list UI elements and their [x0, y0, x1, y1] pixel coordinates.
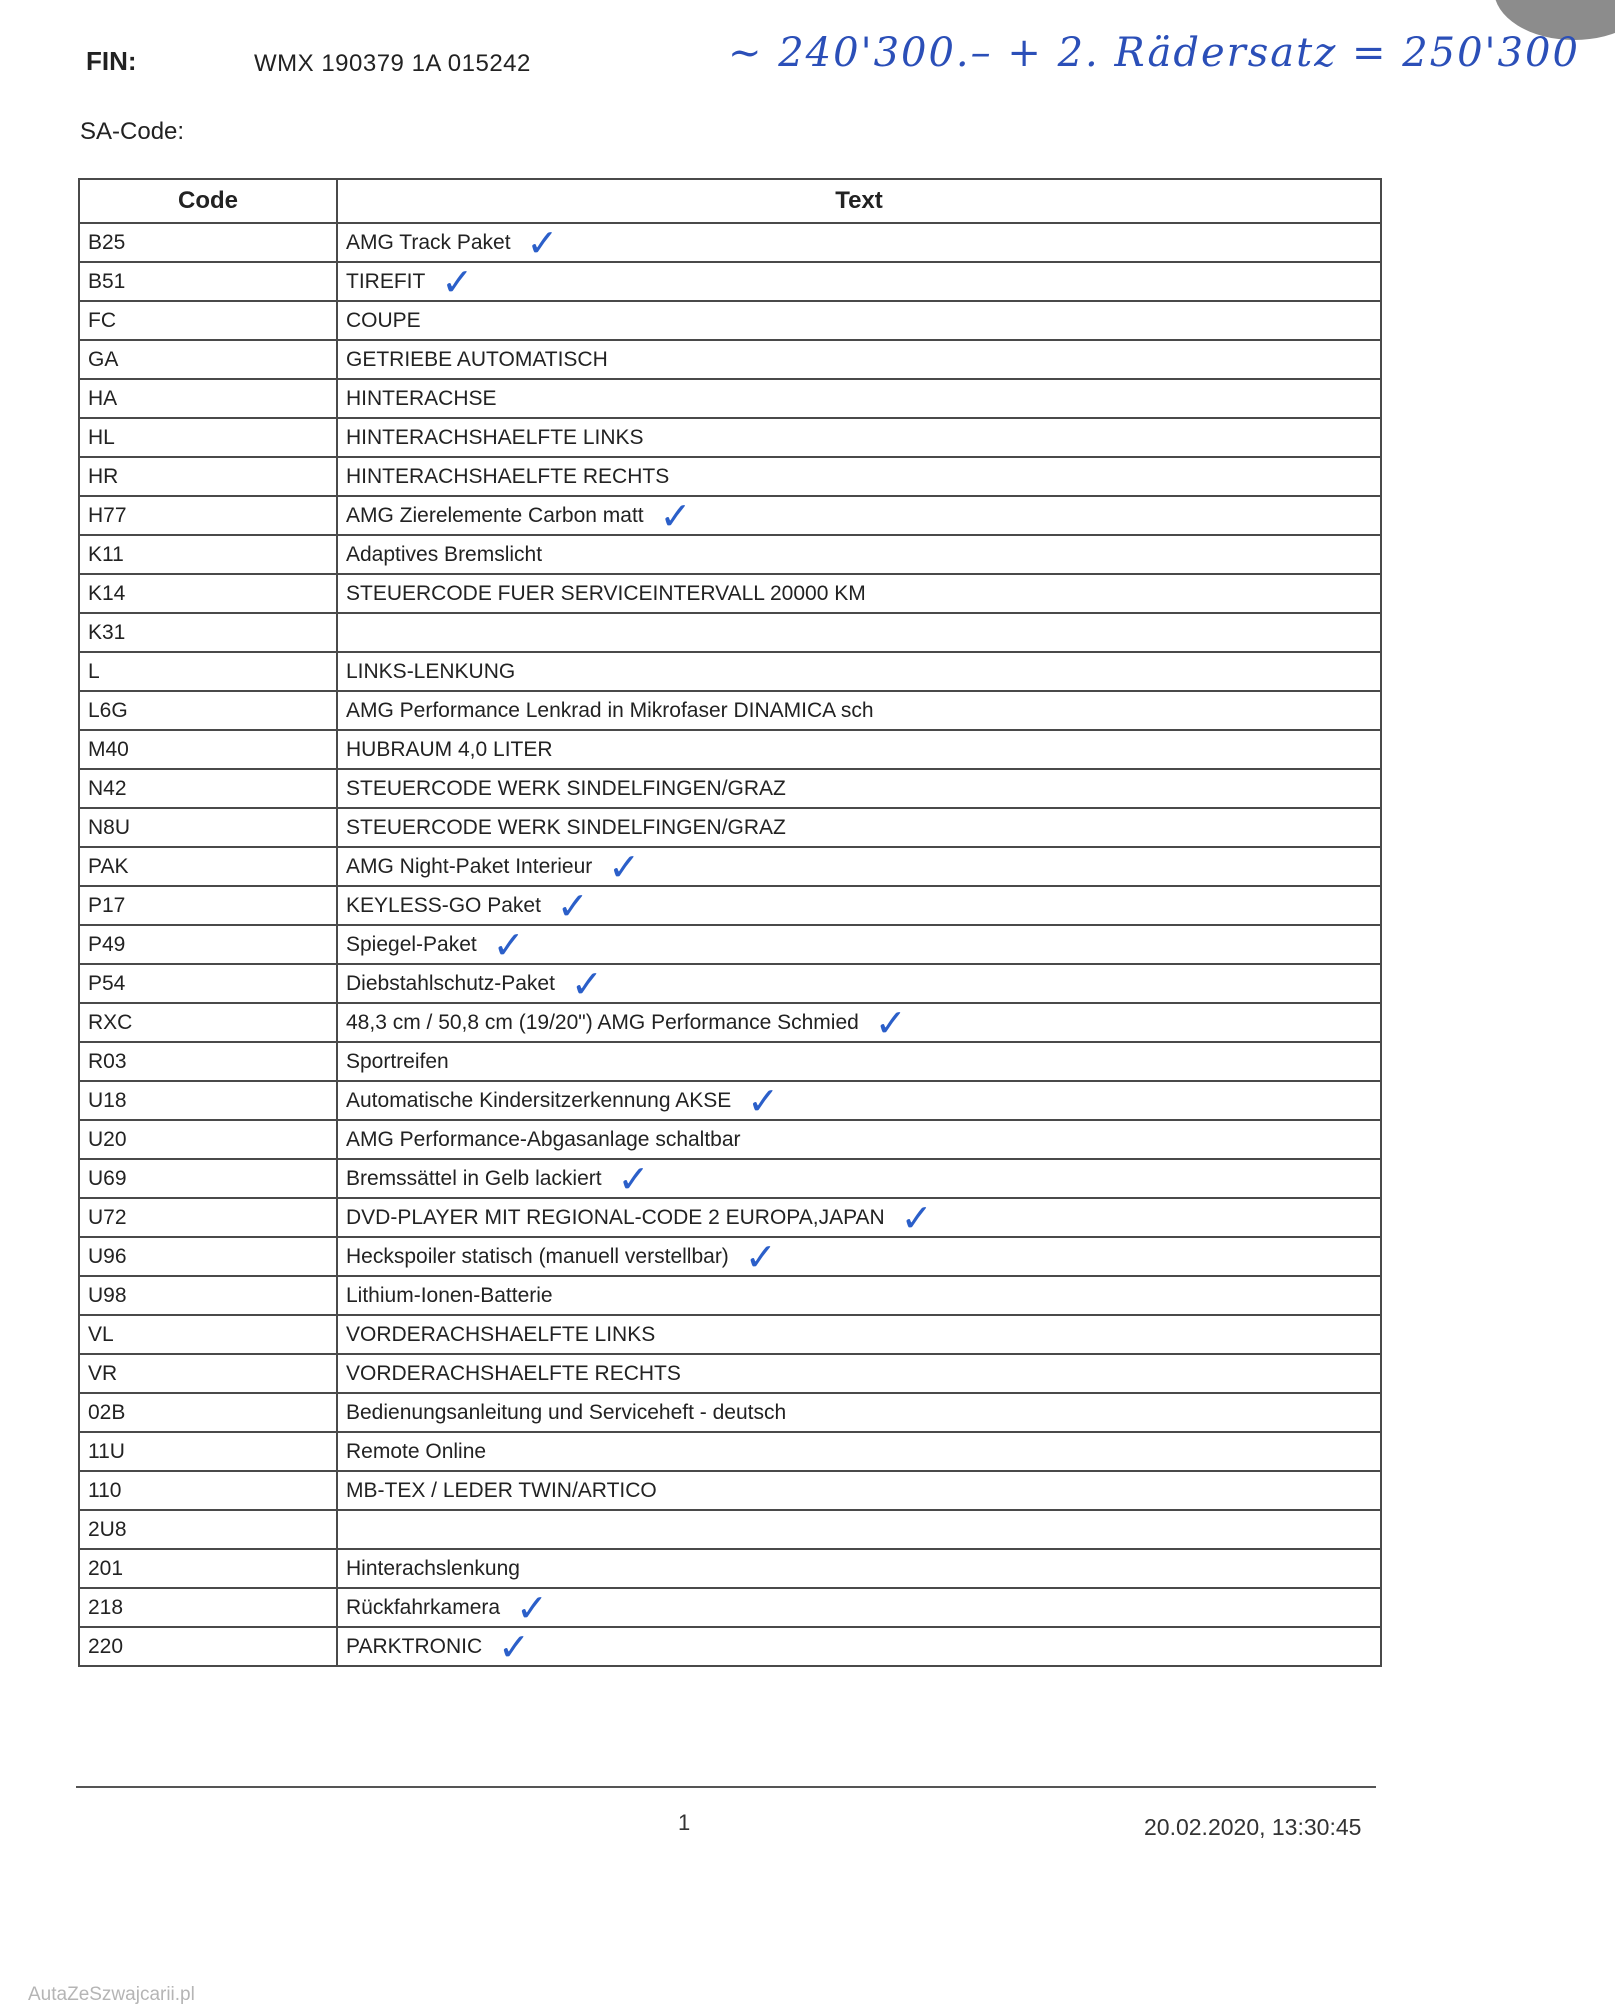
table-row	[79, 925, 1381, 964]
sa-text-value: STEUERCODE FUER SERVICEINTERVALL 20000 KM	[346, 581, 866, 605]
sa-code-cell: U72	[79, 1198, 337, 1237]
sa-text-cell	[337, 493, 1381, 538]
check-mark-icon: ✓	[874, 1000, 907, 1045]
sa-code-cell: 02B	[79, 1393, 337, 1432]
sa-text-cell	[337, 301, 1381, 340]
sa-code-cell: P49	[79, 925, 337, 964]
sa-text-value: MB-TEX / LEDER TWIN/ARTICO	[346, 1478, 657, 1502]
table-row	[79, 652, 1381, 691]
sa-text-value: AMG Zierelemente Carbon matt	[346, 503, 644, 527]
sa-text-value: COUPE	[346, 308, 421, 332]
sa-text-value: HINTERACHSHAELFTE RECHTS	[346, 464, 670, 488]
sa-code-cell: N42	[79, 769, 337, 808]
table-row	[79, 1549, 1381, 1588]
table-row	[79, 1393, 1381, 1432]
sa-text-value: GETRIEBE AUTOMATISCH	[346, 347, 608, 371]
check-mark-icon: ✓	[526, 220, 559, 265]
sa-code-cell: H77	[79, 496, 337, 535]
sa-text-value: Bremssättel in Gelb lackiert	[346, 1166, 602, 1190]
sa-text-cell	[337, 730, 1381, 769]
table-row	[79, 847, 1381, 886]
table-row	[79, 886, 1381, 925]
sa-text-cell	[337, 1354, 1381, 1393]
sa-text-value: Bedienungsanleitung und Serviceheft - deutsch	[346, 1400, 787, 1424]
sa-text-value: Automatische Kindersitzerkennung AKSE	[346, 1088, 732, 1112]
sa-text-value: STEUERCODE WERK SINDELFINGEN/GRAZ	[346, 815, 786, 839]
check-mark-icon: ✓	[570, 961, 603, 1006]
sa-text-cell	[337, 1000, 1381, 1045]
sa-code-cell: HL	[79, 418, 337, 457]
sa-text-cell	[337, 379, 1381, 418]
table-row	[79, 379, 1381, 418]
table-row	[79, 1237, 1381, 1276]
sa-text-value: HINTERACHSHAELFTE LINKS	[346, 425, 644, 449]
sa-code-cell: U69	[79, 1159, 337, 1198]
sa-code-cell: P17	[79, 886, 337, 925]
fin-label: FIN:	[86, 46, 137, 76]
sa-text-cell	[337, 457, 1381, 496]
sa-text-value: AMG Night-Paket Interieur	[346, 854, 593, 878]
sa-text-value: Spiegel-Paket	[346, 932, 477, 956]
table-row	[79, 1198, 1381, 1237]
table-row	[79, 691, 1381, 730]
table-row	[79, 418, 1381, 457]
check-mark-icon: ✓	[516, 1585, 548, 1630]
sa-text-cell	[337, 1510, 1381, 1549]
page-number: 1	[678, 1810, 691, 1835]
sa-text-value: AMG Track Paket	[346, 230, 511, 254]
sa-code-cell: VR	[79, 1354, 337, 1393]
check-mark-icon: ✓	[556, 883, 589, 928]
sa-code-cell: M40	[79, 730, 337, 769]
sa-code-cell: U20	[79, 1120, 337, 1159]
print-timestamp: 20.02.2020, 13:30:45	[1144, 1814, 1362, 1840]
watermark: AutaZeSzwajcarii.pl	[28, 1984, 195, 2005]
sa-text-value: 48,3 cm / 50,8 cm (19/20") AMG Performance Schmied	[346, 1010, 859, 1034]
sa-text-value: Lithium-Ionen-Batterie	[346, 1283, 553, 1307]
sa-text-cell	[337, 1624, 1381, 1669]
table-row	[79, 1354, 1381, 1393]
sa-text-value: Sportreifen	[346, 1049, 449, 1073]
sa-text-cell	[337, 652, 1381, 691]
sa-code-label: SA-Code:	[80, 118, 185, 145]
sa-text-cell	[337, 1195, 1381, 1240]
sa-code-cell: B51	[79, 262, 337, 301]
sa-text-value: VORDERACHSHAELFTE LINKS	[346, 1322, 656, 1346]
sa-code-cell: U96	[79, 1237, 337, 1276]
sa-text-cell	[337, 1156, 1381, 1201]
table-row	[79, 1276, 1381, 1315]
table-row	[79, 262, 1381, 301]
sa-text-value: STEUERCODE WERK SINDELFINGEN/GRAZ	[346, 776, 786, 800]
check-mark-icon: ✓	[744, 1234, 777, 1279]
table-row	[79, 574, 1381, 613]
table-row	[79, 613, 1381, 652]
check-mark-icon: ✓	[608, 844, 641, 889]
sa-text-cell	[337, 1585, 1381, 1630]
sa-text-cell	[337, 1042, 1381, 1081]
sa-code-cell: U98	[79, 1276, 337, 1315]
sa-text-value: Hinterachslenkung	[346, 1556, 520, 1580]
sa-text-value: VORDERACHSHAELFTE RECHTS	[346, 1361, 681, 1385]
sa-text-cell	[337, 769, 1381, 808]
table-row	[79, 1159, 1381, 1198]
table-row	[79, 1627, 1381, 1666]
sa-text-cell	[337, 574, 1381, 613]
sa-code-cell: 2U8	[79, 1510, 337, 1549]
sa-text-value: AMG Performance Lenkrad in Mikrofaser DINAMICA sch	[346, 698, 874, 722]
sa-text-cell	[337, 1276, 1381, 1315]
sa-code-cell: FC	[79, 301, 337, 340]
table-row	[79, 223, 1381, 262]
table-body	[79, 220, 1381, 1669]
table-row	[79, 1432, 1381, 1471]
sa-text-cell	[337, 1078, 1381, 1123]
sa-code-cell: K31	[79, 613, 337, 652]
sa-text-value: AMG Performance-Abgasanlage schaltbar	[346, 1127, 741, 1151]
sa-code-cell: N8U	[79, 808, 337, 847]
sa-code-cell: GA	[79, 340, 337, 379]
sa-code-cell: 110	[79, 1471, 337, 1510]
sa-text-value: Remote Online	[346, 1439, 487, 1463]
sa-text-cell	[337, 808, 1381, 847]
sa-text-value: Rückfahrkamera	[346, 1595, 501, 1619]
table-row	[79, 340, 1381, 379]
sa-code-cell: RXC	[79, 1003, 337, 1042]
sa-text-cell	[337, 220, 1381, 265]
sa-text-value: HUBRAUM 4,0 LITER	[346, 737, 553, 761]
sa-code-cell: L6G	[79, 691, 337, 730]
check-mark-icon: ✓	[900, 1195, 933, 1240]
sa-text-cell	[337, 535, 1381, 574]
table-row	[79, 496, 1381, 535]
sa-text-cell	[337, 259, 1381, 304]
column-header-text: Text	[337, 179, 1381, 223]
fin-value: WMX 190379 1A 015242	[254, 50, 531, 77]
sa-text-cell	[337, 883, 1381, 928]
table-row	[79, 1315, 1381, 1354]
footer-divider	[76, 1786, 1376, 1788]
sa-text-cell	[337, 1549, 1381, 1588]
table-row	[79, 730, 1381, 769]
sa-code-cell: 220	[79, 1627, 337, 1666]
table-row	[79, 1588, 1381, 1627]
sa-text-value: TIREFIT	[346, 269, 426, 293]
sa-code-cell: PAK	[79, 847, 337, 886]
sa-text-value: DVD-PLAYER MIT REGIONAL-CODE 2 EUROPA,JAPAN	[346, 1205, 885, 1229]
column-header-code: Code	[79, 179, 337, 223]
sa-text-cell	[337, 1234, 1381, 1279]
sa-text-cell	[337, 844, 1381, 889]
sa-code-cell: P54	[79, 964, 337, 1003]
table-row	[79, 1120, 1381, 1159]
sa-text-cell	[337, 1393, 1381, 1432]
table-row	[79, 1042, 1381, 1081]
table-row	[79, 457, 1381, 496]
sa-text-cell	[337, 691, 1381, 730]
table-header-row	[79, 179, 1381, 223]
check-mark-icon: ✓	[617, 1156, 650, 1201]
table-row	[79, 1471, 1381, 1510]
table-row	[79, 808, 1381, 847]
sa-text-cell	[337, 1120, 1381, 1159]
sa-code-cell: 218	[79, 1588, 337, 1627]
check-mark-icon: ✓	[747, 1078, 780, 1123]
sa-code-cell: U18	[79, 1081, 337, 1120]
sa-text-cell	[337, 613, 1381, 652]
sa-code-cell: HA	[79, 379, 337, 418]
sa-code-cell: K11	[79, 535, 337, 574]
sa-text-value: HINTERACHSE	[346, 386, 497, 410]
sa-code-cell: L	[79, 652, 337, 691]
sa-code-cell: VL	[79, 1315, 337, 1354]
sa-code-cell: R03	[79, 1042, 337, 1081]
sa-code-cell: 201	[79, 1549, 337, 1588]
sa-code-cell: HR	[79, 457, 337, 496]
table-row	[79, 1510, 1381, 1549]
sa-text-cell	[337, 1471, 1381, 1510]
check-mark-icon: ✓	[498, 1624, 530, 1669]
table-row	[79, 769, 1381, 808]
sa-text-cell	[337, 418, 1381, 457]
table-row	[79, 535, 1381, 574]
table-row	[79, 964, 1381, 1003]
sa-code-cell: 11U	[79, 1432, 337, 1471]
sa-text-value: Diebstahlschutz-Paket	[346, 971, 555, 995]
sa-text-cell	[337, 340, 1381, 379]
sa-text-value: PARKTRONIC	[346, 1634, 483, 1658]
sa-text-value: LINKS-LENKUNG	[346, 659, 516, 683]
sa-text-value: Adaptives Bremslicht	[346, 542, 543, 566]
sa-text-cell	[337, 922, 1381, 967]
sa-code-table	[78, 178, 1382, 1667]
check-mark-icon: ✓	[659, 493, 692, 538]
sa-code-cell: B25	[79, 223, 337, 262]
sa-code-cell: K14	[79, 574, 337, 613]
sa-text-cell	[337, 961, 1381, 1006]
table-row	[79, 1003, 1381, 1042]
check-mark-icon: ✓	[441, 259, 474, 304]
sa-text-cell	[337, 1432, 1381, 1471]
handwritten-price-note: ~ 240'300.– + 2. Rädersatz = 250'300	[728, 30, 1580, 76]
sa-text-cell	[337, 1315, 1381, 1354]
sa-text-value: Heckspoiler statisch (manuell verstellbar)	[346, 1244, 729, 1268]
table-row	[79, 1081, 1381, 1120]
table-row	[79, 301, 1381, 340]
check-mark-icon: ✓	[492, 922, 525, 967]
sa-text-value: KEYLESS-GO Paket	[346, 893, 541, 917]
